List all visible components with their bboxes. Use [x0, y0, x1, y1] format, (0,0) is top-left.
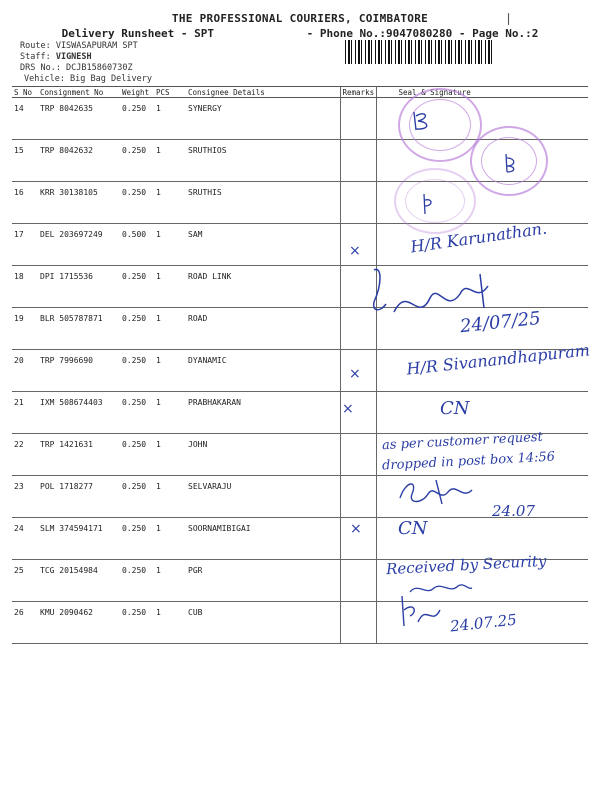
handwritten-date: 24/07/25	[459, 307, 542, 338]
signature-scribble	[418, 192, 438, 218]
table-row: 19 BLR 505787871 0.250 1 ROAD	[12, 308, 588, 350]
col-pcs: PCS	[154, 87, 186, 98]
table-row: 18 DPI 1715536 0.250 1 ROAD LINK	[12, 266, 588, 308]
runsheet-label: Delivery Runsheet - SPT	[61, 27, 214, 40]
table-row: 26 KMU 2090462 0.250 1 CUB	[12, 602, 588, 644]
col-remarks: Remarks	[340, 87, 376, 98]
handwritten-note: Received by Security	[385, 551, 547, 579]
table-row: 14 TRP 8042635 0.250 1 SYNERGY	[12, 98, 588, 140]
handwritten-note: CN	[398, 518, 428, 539]
table-row: 21 IXM 508674403 0.250 1 PRABHAKARAN	[12, 392, 588, 434]
signature-scribble	[498, 152, 520, 176]
table-header-row	[12, 87, 588, 98]
handwritten-note: H/R Sivanandhapuram	[405, 340, 591, 379]
signature-scribble	[408, 108, 438, 134]
route-info: Route: VISWASAPURAM SPT	[20, 41, 138, 51]
col-sno: S No	[12, 87, 38, 98]
col-weight: Weight	[120, 87, 154, 98]
table-row: 25 TCG 20154984 0.250 1 PGR	[12, 560, 588, 602]
table-row: 16 KRR 30138105 0.250 1 SRUTHIS	[12, 182, 588, 224]
signature-scribble	[396, 474, 486, 510]
remark-x-mark: ×	[350, 521, 362, 537]
barcode	[345, 40, 495, 64]
staff-info: Staff: VIGNESH	[20, 52, 92, 62]
table-row: 20 TRP 7996690 0.250 1 DYANAMIC	[12, 350, 588, 392]
drs-info: DRS No.: DCJB15860730Z	[20, 63, 133, 73]
handwritten-date: 24.07	[492, 502, 535, 520]
handwritten-note: H/R Karunathan.	[409, 218, 549, 257]
handwritten-note: as per customer request	[381, 429, 544, 454]
vehicle-info: Vehicle: Big Bag Delivery	[24, 74, 152, 84]
staff-name: VIGNESH	[55, 52, 92, 62]
table-row: 22 TRP 1421631 0.250 1 JOHN	[12, 434, 588, 476]
company-title: THE PROFESSIONAL COURIERS, COIMBATORE	[171, 12, 429, 25]
table-row: 24 SLM 374594171 0.250 1 SOORNAMIBIGAI	[12, 518, 588, 560]
runsheet-title	[0, 27, 600, 40]
col-signature: Seal & Signature	[376, 87, 588, 98]
handwritten-note: CN	[440, 398, 470, 419]
table-row: 15 TRP 8042632 0.250 1 SRUTHIOS	[12, 140, 588, 182]
handwritten-note: dropped in post box 14:56	[381, 449, 556, 474]
remark-x-mark: ×	[342, 401, 354, 417]
table-row: 17 DEL 203697249 0.500 1 SAM	[12, 224, 588, 266]
pen-mark-icon: ∕	[502, 11, 516, 28]
remark-x-mark: ×	[349, 243, 361, 259]
col-consignment: Consignment No	[38, 87, 120, 98]
signature-scribble	[396, 592, 452, 632]
table-row: 23 POL 1718277 0.250 1 SELVARAJU	[12, 476, 588, 518]
col-consignee: Consignee Details	[186, 87, 340, 98]
remark-x-mark: ×	[349, 366, 361, 382]
phone-page: - Phone No.:9047080280 - Page No.:2	[306, 27, 539, 40]
handwritten-date: 24.07.25	[449, 610, 518, 636]
